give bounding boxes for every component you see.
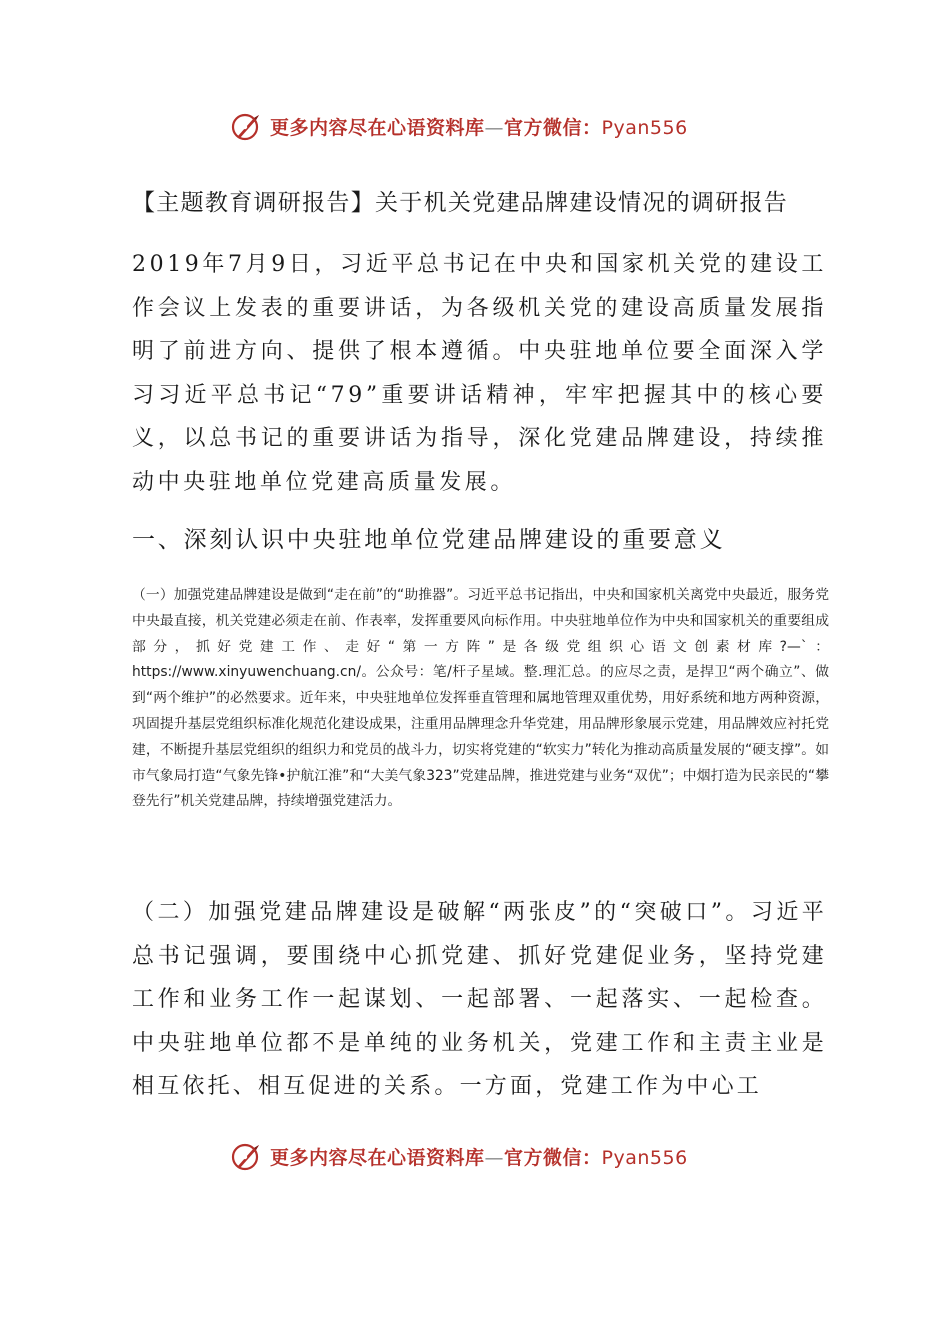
watermark-wechat-id: Pyan556 xyxy=(601,1146,688,1169)
watermark-slogan: 更多内容尽在心语资料库 xyxy=(270,116,485,139)
paragraph-subsection-2: （二）加强党建品牌建设是破解“两张皮”的“突破口”。习近平总书记强调，要围绕中心抓党建、抓好党建促业务，坚持党建工作和业务工作一起谋划、一起部署、一起落实、一起检查。中央驻地单位都不是单纯的业务机关，党建工作和主责主业是相互依托、相互促进的关系。一方面，党建工作为中心工 xyxy=(132,900,827,1100)
watermark-contact-label: 官方微信： xyxy=(504,1146,602,1169)
watermark-contact-label: 官方微信： xyxy=(504,116,602,139)
watermark-banner-bottom xyxy=(230,1136,750,1176)
document-title: 【主题教育调研报告】关于机关党建品牌建设情况的调研报告 xyxy=(132,190,789,216)
watermark-text xyxy=(270,1143,688,1170)
paragraph-subsection-1: （一）加强党建品牌建设是做到“走在前”的“助推器”。习近平总书记指出，中央和国家机关离党中央最近，服务党中央最直接，机关党建必须走在前、作表率，发挥重要风向标作用。中央驻地单位作为中央和国家机关的重要组成部分，抓好党建工作、走好“第一方阵”是各级党组织心语文创素材库?—`：https://www.xinyuwenchuang.cn/。公众号：笔/杆子星域。整.理汇总。的应尽之责，是捍卫“两个确立”、做到“两个维护”的必然要求。近年来，中央驻地单位发挥垂直管理和属地管理双重优势，用好系统和地方两种资源，巩固提升基层党组织标准化规范化建设成果，注重用品牌理念升华党建，用品牌形象展示党建，用品牌效应衬托党建，不断提升基层党组织的组织力和党员的战斗力，切实将党建的“软实力”转化为推动高质量发展的“硬支撑”。如市气象局打造“气象先锋•护航江淮”和“大美气象323”党建品牌，推进党建与业务“双优”；中烟打造为民亲民的“攀登先行”机关党建品牌，持续增强党建活力。 xyxy=(132,587,829,810)
watermark-slogan: 更多内容尽在心语资料库 xyxy=(270,1146,485,1169)
section-heading-1: 一、深刻认识中央驻地单位党建品牌建设的重要意义 xyxy=(132,527,726,553)
paragraph-intro: 2019年7月9日，习近平总书记在中央和国家机关党的建设工作会议上发表的重要讲话，为各级机关党的建设高质量发展指明了前进方向、提供了根本遵循。中央驻地单位要全面深入学习习近平总书记“79”重要讲话精神，牢牢把握其中的核心要义，以总书记的重要讲话为指导，深化党建品牌建设，持续推动中央驻地单位党建高质量发展。 xyxy=(132,252,827,495)
watermark-banner-top xyxy=(230,106,750,146)
watermark-separator: — xyxy=(484,1146,505,1169)
pen-nib-icon xyxy=(230,109,264,143)
watermark-separator: — xyxy=(484,116,505,139)
watermark-wechat-id: Pyan556 xyxy=(601,116,688,139)
watermark-text xyxy=(270,113,688,140)
pen-nib-icon xyxy=(230,1139,264,1173)
